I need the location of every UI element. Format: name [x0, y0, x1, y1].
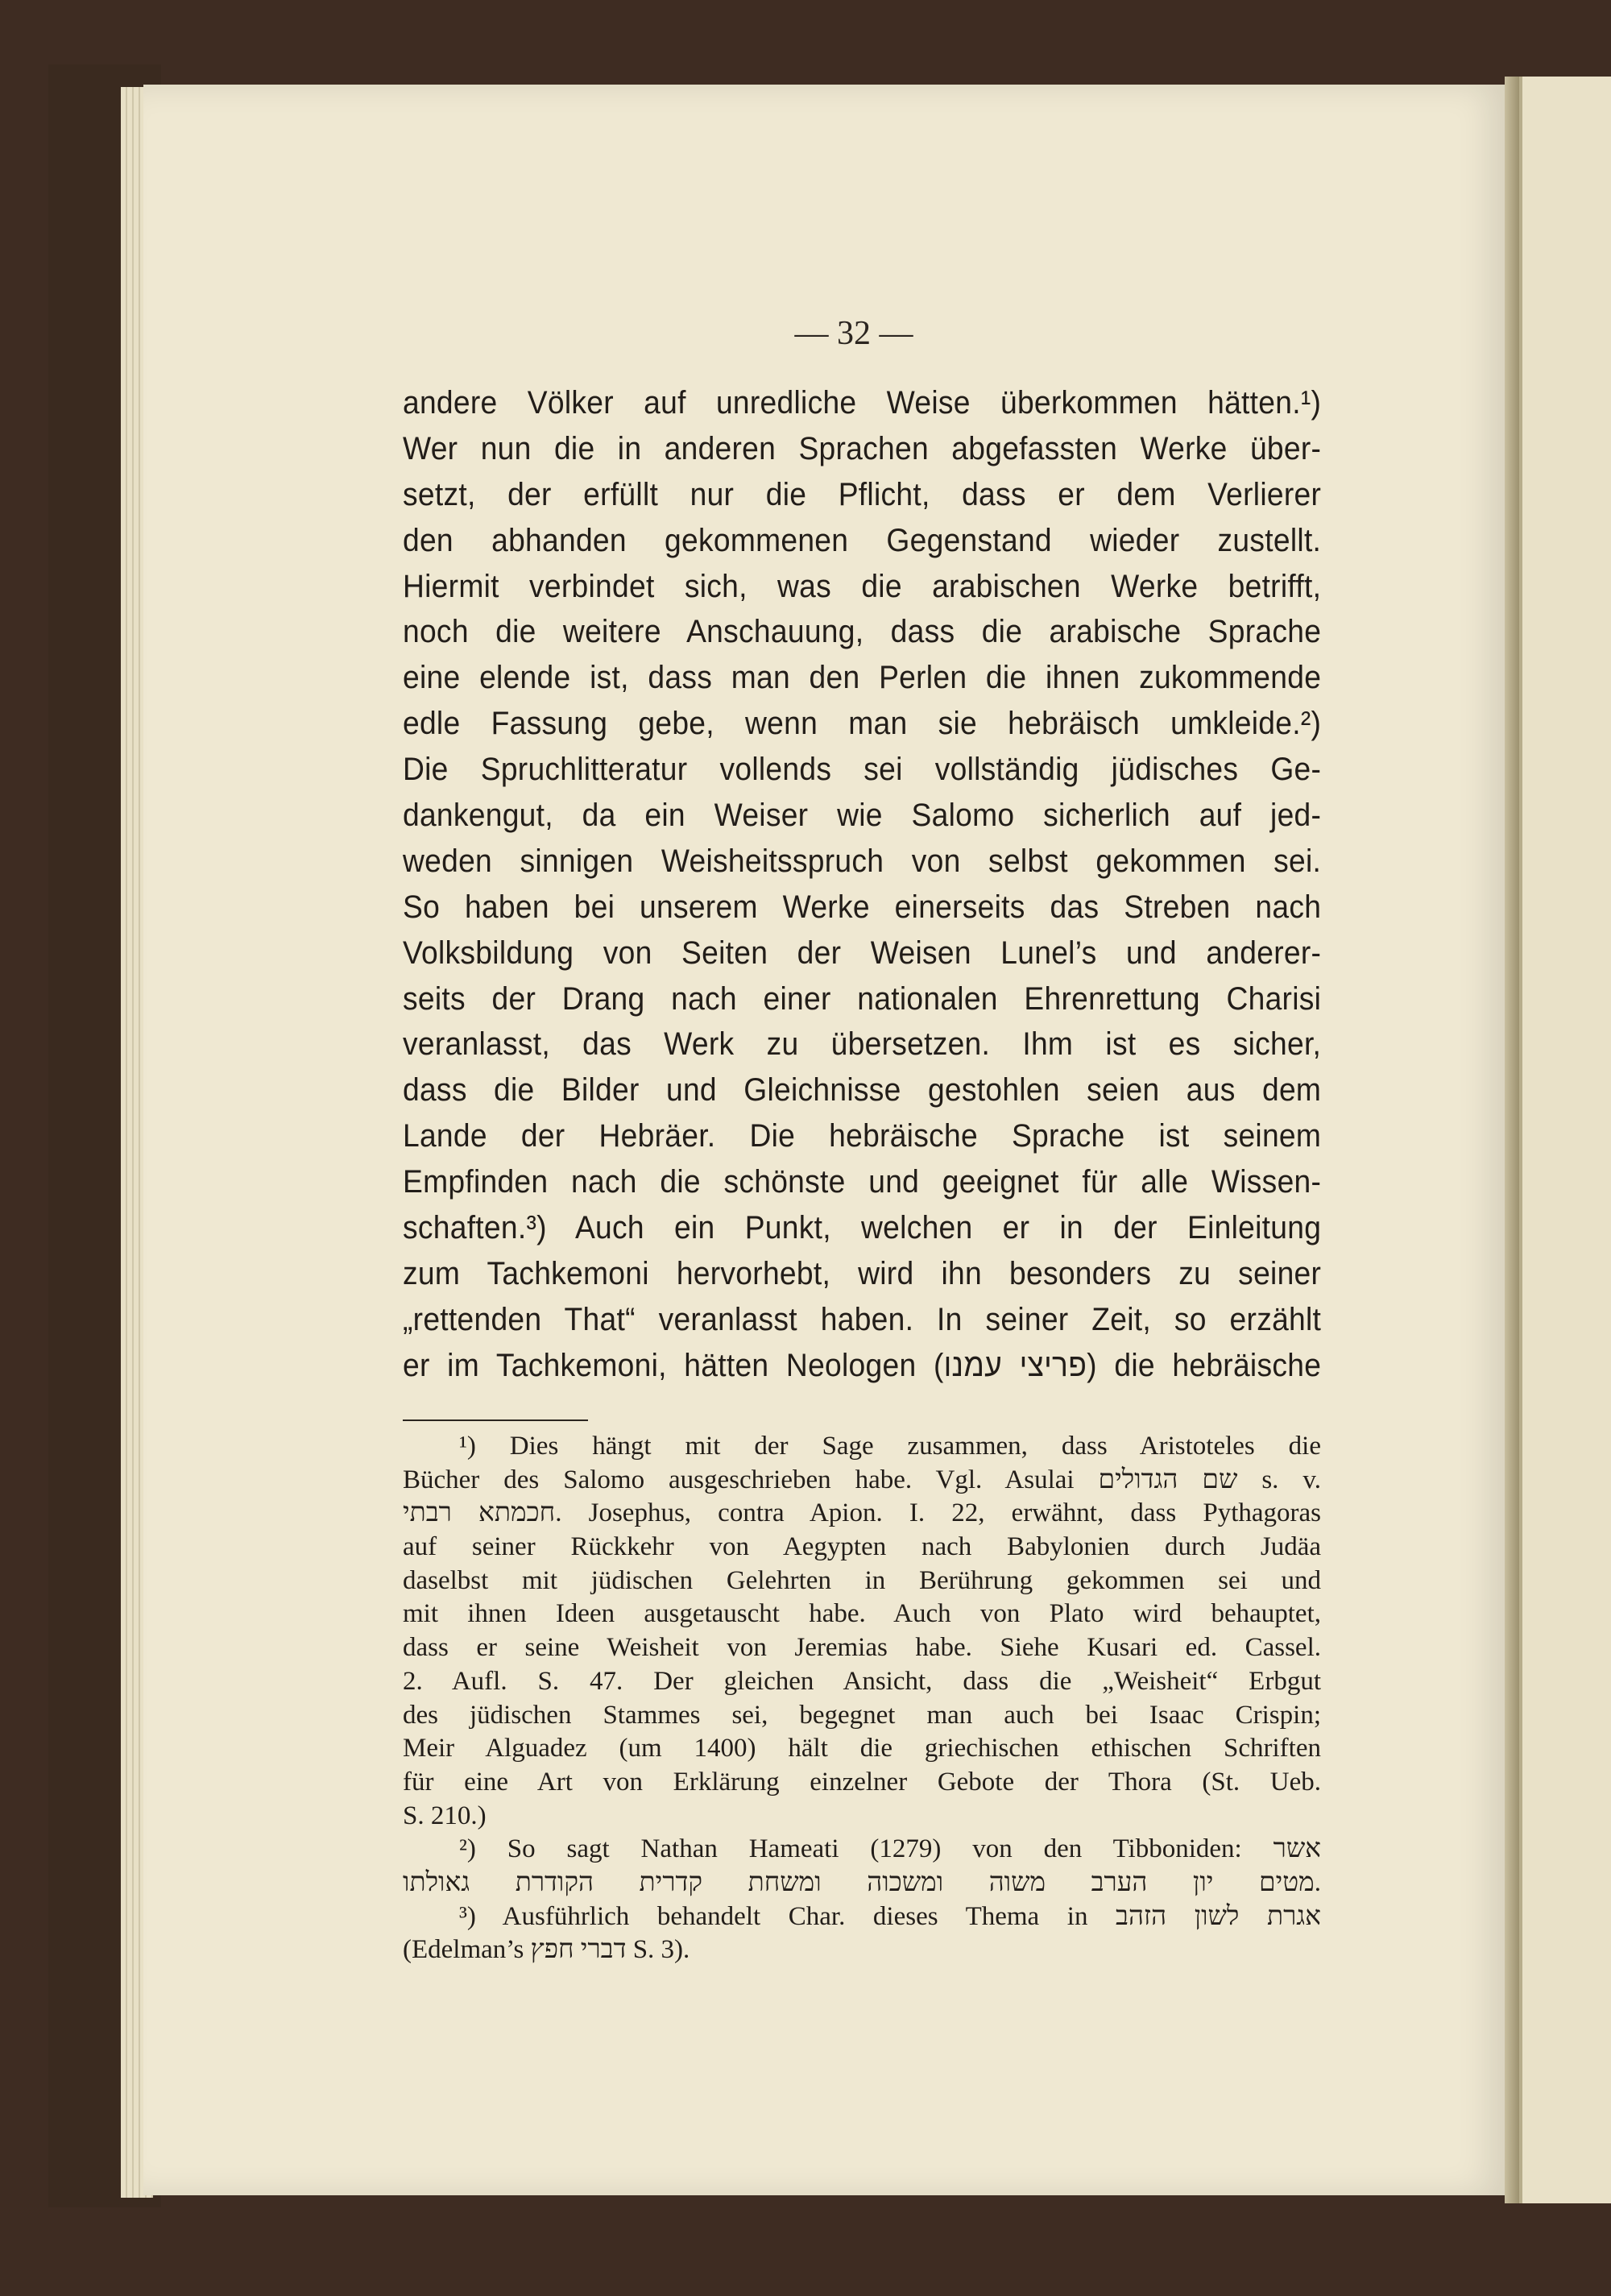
- body-line: Die Spruchlitteratur vollends sei vollständig jüdisches Ge-: [403, 752, 1322, 788]
- body-line: So haben bei unserem Werke einerseits das Streben nach: [403, 889, 1322, 925]
- body-line: Hiermit verbindet sich, was die arabischen Werke betrifft,: [403, 568, 1322, 604]
- footnote-line: mit ihnen Ideen ausgetauscht habe. Auch von Plato wird behauptet,: [403, 1599, 1321, 1629]
- footnote-line: S. 210.): [403, 1801, 487, 1830]
- body-line: zum Tachkemoni hervorhebt, wird ihn besonders zu seiner: [403, 1255, 1322, 1291]
- body-line: veranlasst, das Werk zu übersetzen. Ihm ist es sicher,: [403, 1026, 1322, 1063]
- body-line: „rettenden That“ veranlasst haben. In seiner Zeit, so erzählt: [403, 1301, 1322, 1337]
- footnote-line: 2. Aufl. S. 47. Der gleichen Ansicht, dass die „Weisheit“ Erbgut: [403, 1666, 1321, 1696]
- body-line: dankengut, da ein Weiser wie Salomo sicherlich auf jed-: [403, 798, 1322, 834]
- footnote-line: Bücher des Salomo ausgeschrieben habe. Vgl. Asulai שם הגדולים s. v.: [403, 1465, 1322, 1494]
- footnote-line: מטים יון הערב משוה ומשכוה ומשחת קדרית הקודרת גאולתו.: [403, 1867, 1321, 1897]
- body-line: Wer nun die in anderen Sprachen abgefassten Werke über-: [403, 430, 1322, 466]
- facing-page-edge: [1519, 77, 1522, 2203]
- body-line: Lande der Hebräer. Die hebräische Sprache ist seinem: [403, 1118, 1322, 1154]
- body-line: noch die weitere Anschauung, dass die arabische Sprache: [403, 614, 1322, 650]
- body-line: seits der Drang nach einer nationalen Ehrenrettung Charisi: [403, 980, 1322, 1017]
- page-number: — 32 —: [794, 315, 913, 352]
- body-line: den abhanden gekommenen Gegenstand wieder zustellt.: [403, 522, 1322, 558]
- footnote-line: des jüdischen Stammes sei, begegnet man auch bei Isaac Crispin;: [403, 1700, 1321, 1730]
- book-gutter: [1505, 77, 1519, 2203]
- body-line: weden sinnigen Weisheitsspruch von selbst gekommen sei.: [403, 843, 1322, 879]
- footnote-line: für eine Art von Erklärung einzelner Gebote der Thora (St. Ueb.: [403, 1767, 1321, 1797]
- body-line: schaften.³) Auch ein Punkt, welchen er in der Einleitung: [403, 1210, 1322, 1246]
- footnote-line: (Edelman’s דברי חפץ S. 3).: [403, 1935, 690, 1965]
- body-line: Empfinden nach die schönste und geeignet für alle Wissen-: [403, 1164, 1322, 1200]
- footnote-line: ³) Ausführlich behandelt Char. dieses Thema in אגרת לשון הזהב: [459, 1901, 1321, 1931]
- footnote-line: dass er seine Weisheit von Jeremias habe. Siehe Kusari ed. Cassel.: [403, 1633, 1321, 1663]
- footnote-line: daselbst mit jüdischen Gelehrten in Berührung gekommen sei und: [403, 1565, 1321, 1595]
- body-text: [403, 380, 1321, 1389]
- body-line: edle Fassung gebe, wenn man sie hebräisch umkleide.²): [403, 706, 1322, 742]
- body-line: Volksbildung von Seiten der Weisen Lunel’s und anderer-: [403, 935, 1322, 971]
- body-line: setzt, der erfüllt nur die Pflicht, dass er dem Verlierer: [403, 476, 1322, 512]
- footnote-line: Meir Alguadez (um 1400) hält die griechischen ethischen Schriften: [403, 1734, 1321, 1763]
- body-line: dass die Bilder und Gleichnisse gestohlen seien aus dem: [403, 1072, 1322, 1109]
- footnote-line: ¹) Dies hängt mit der Sage zusammen, dass Aristoteles die: [459, 1432, 1321, 1461]
- body-line: eine elende ist, dass man den Perlen die ihnen zukommende: [403, 660, 1322, 696]
- footnote-line: חכמתא רבתי. Josephus, contra Apion. I. 22, erwähnt, dass Pythagoras: [403, 1498, 1321, 1528]
- footnote-line: ²) So sagt Nathan Hameati (1279) von den Tibboniden: אשר: [459, 1834, 1321, 1864]
- footnote-rule: [403, 1419, 588, 1421]
- body-line: andere Völker auf unredliche Weise überkommen hätten.¹): [403, 385, 1322, 421]
- footnote-line: auf seiner Rückkehr von Aegypten nach Babylonien durch Judäa: [403, 1532, 1321, 1562]
- facing-page: [1519, 77, 1611, 2203]
- body-line: er im Tachkemoni, hätten Neologen (פריצי עמנו) die hebräische: [403, 1347, 1322, 1383]
- footnotes: [403, 1430, 1321, 1967]
